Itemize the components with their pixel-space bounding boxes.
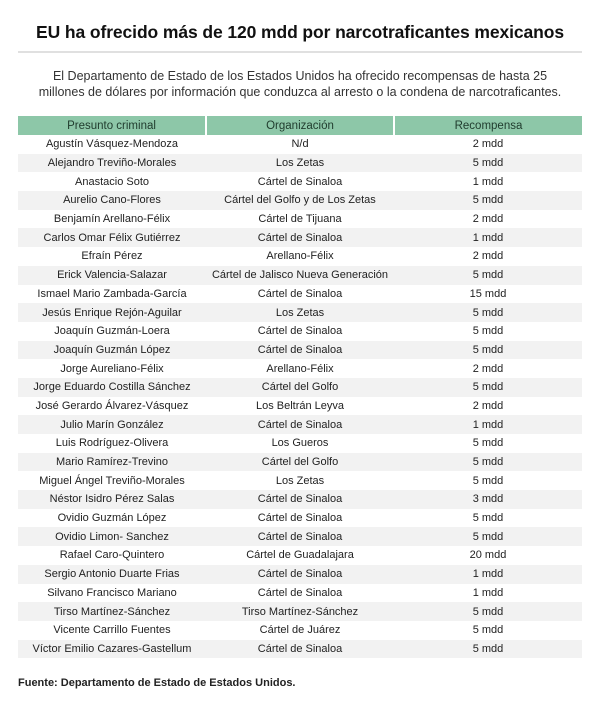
table-row — [18, 415, 582, 434]
cell-recompensa: 2 mdd — [394, 397, 582, 416]
table-row — [18, 285, 582, 304]
cell-recompensa: 1 mdd — [394, 415, 582, 434]
table-row — [18, 247, 582, 266]
cell-presunto-criminal: Jorge Eduardo Costilla Sánchez — [18, 378, 206, 397]
cell-organizacion: Los Beltrán Leyva — [206, 397, 394, 416]
table-row — [18, 640, 582, 659]
rewards-table — [18, 116, 582, 658]
cell-organizacion: Arellano-Félix — [206, 247, 394, 266]
page-subtitle: El Departamento de Estado de los Estados Unidos ha ofrecido recompensas de hasta 25 millones de dólares por información que conduzca al arresto o la condena de narcotraficantes. — [38, 69, 562, 99]
cell-recompensa: 3 mdd — [394, 490, 582, 509]
table-row — [18, 490, 582, 509]
cell-recompensa: 5 mdd — [394, 378, 582, 397]
table-row — [18, 359, 582, 378]
cell-organizacion: Cártel de Jalisco Nueva Generación — [206, 266, 394, 285]
cell-recompensa: 15 mdd — [394, 285, 582, 304]
table-row — [18, 584, 582, 603]
cell-recompensa: 5 mdd — [394, 266, 582, 285]
cell-organizacion: Los Gueros — [206, 434, 394, 453]
cell-presunto-criminal: Víctor Emilio Cazares-Gastellum — [18, 640, 206, 659]
cell-recompensa: 5 mdd — [394, 509, 582, 528]
cell-organizacion: Cártel de Sinaloa — [206, 490, 394, 509]
cell-presunto-criminal: Néstor Isidro Pérez Salas — [18, 490, 206, 509]
cell-presunto-criminal: Anastacio Soto — [18, 172, 206, 191]
cell-organizacion: Cártel del Golfo y de Los Zetas — [206, 191, 394, 210]
cell-presunto-criminal: Julio Marín González — [18, 415, 206, 434]
cell-presunto-criminal: Vicente Carrillo Fuentes — [18, 621, 206, 640]
cell-organizacion: Cártel del Golfo — [206, 378, 394, 397]
table-row — [18, 397, 582, 416]
table-body — [18, 135, 582, 658]
table-row — [18, 191, 582, 210]
cell-presunto-criminal: Tirso Martínez-Sánchez — [18, 602, 206, 621]
cell-presunto-criminal: Sergio Antonio Duarte Frias — [18, 565, 206, 584]
cell-presunto-criminal: Agustín Vásquez-Mendoza — [18, 135, 206, 154]
cell-presunto-criminal: Joaquín Guzmán-Loera — [18, 322, 206, 341]
cell-organizacion: Cártel de Sinaloa — [206, 584, 394, 603]
table-header-row — [18, 116, 582, 135]
table-row — [18, 602, 582, 621]
table-row — [18, 453, 582, 472]
cell-organizacion: Cártel de Sinaloa — [206, 341, 394, 360]
table-row — [18, 565, 582, 584]
table-row — [18, 228, 582, 247]
cell-organizacion: Los Zetas — [206, 303, 394, 322]
table-row — [18, 527, 582, 546]
cell-presunto-criminal: Ovidio Limon- Sanchez — [18, 527, 206, 546]
table-row — [18, 303, 582, 322]
cell-organizacion: Cártel de Sinaloa — [206, 172, 394, 191]
cell-organizacion: Cártel de Sinaloa — [206, 640, 394, 659]
cell-presunto-criminal: José Gerardo Álvarez-Vásquez — [18, 397, 206, 416]
cell-organizacion: Tirso Martínez-Sánchez — [206, 602, 394, 621]
table-row — [18, 546, 582, 565]
cell-presunto-criminal: Carlos Omar Félix Gutiérrez — [18, 228, 206, 247]
cell-recompensa: 2 mdd — [394, 210, 582, 229]
cell-organizacion: Cártel de Sinaloa — [206, 509, 394, 528]
cell-presunto-criminal: Jesús Enrique Rejón-Aguilar — [18, 303, 206, 322]
source-note: Fuente: Departamento de Estado de Estados Unidos. — [18, 677, 296, 689]
cell-recompensa: 2 mdd — [394, 247, 582, 266]
table-row — [18, 621, 582, 640]
cell-organizacion: Los Zetas — [206, 471, 394, 490]
cell-organizacion: Cártel de Sinaloa — [206, 415, 394, 434]
table-row — [18, 378, 582, 397]
cell-organizacion: Cártel de Juárez — [206, 621, 394, 640]
cell-recompensa: 1 mdd — [394, 584, 582, 603]
cell-organizacion: N/d — [206, 135, 394, 154]
table-row — [18, 341, 582, 360]
cell-recompensa: 5 mdd — [394, 341, 582, 360]
header-presunto-criminal: Presunto criminal — [18, 116, 206, 135]
cell-recompensa: 20 mdd — [394, 546, 582, 565]
cell-presunto-criminal: Erick Valencia-Salazar — [18, 266, 206, 285]
cell-presunto-criminal: Ismael Mario Zambada-García — [18, 285, 206, 304]
cell-recompensa: 5 mdd — [394, 453, 582, 472]
table-row — [18, 509, 582, 528]
table-row — [18, 135, 582, 154]
cell-organizacion: Arellano-Félix — [206, 359, 394, 378]
cell-presunto-criminal: Benjamín Arellano-Félix — [18, 210, 206, 229]
cell-organizacion: Cártel de Sinaloa — [206, 285, 394, 304]
cell-presunto-criminal: Silvano Francisco Mariano — [18, 584, 206, 603]
cell-recompensa: 5 mdd — [394, 303, 582, 322]
table-row — [18, 471, 582, 490]
cell-recompensa: 1 mdd — [394, 228, 582, 247]
cell-recompensa: 5 mdd — [394, 434, 582, 453]
table-row — [18, 154, 582, 173]
table-row — [18, 210, 582, 229]
cell-presunto-criminal: Rafael Caro-Quintero — [18, 546, 206, 565]
table-row — [18, 172, 582, 191]
cell-presunto-criminal: Ovidio Guzmán López — [18, 509, 206, 528]
cell-presunto-criminal: Luis Rodríguez-Olivera — [18, 434, 206, 453]
cell-recompensa: 5 mdd — [394, 602, 582, 621]
cell-organizacion: Cártel de Guadalajara — [206, 546, 394, 565]
cell-organizacion: Cártel de Sinaloa — [206, 228, 394, 247]
cell-recompensa: 2 mdd — [394, 135, 582, 154]
cell-organizacion: Cártel de Sinaloa — [206, 565, 394, 584]
header-recompensa: Recompensa — [394, 116, 582, 135]
cell-organizacion: Los Zetas — [206, 154, 394, 173]
cell-recompensa: 2 mdd — [394, 359, 582, 378]
cell-organizacion: Cártel de Tijuana — [206, 210, 394, 229]
page-title: EU ha ofrecido más de 120 mdd por narcotraficantes mexicanos — [36, 22, 564, 42]
cell-recompensa: 5 mdd — [394, 191, 582, 210]
title-divider — [18, 51, 582, 53]
cell-presunto-criminal: Efraín Pérez — [18, 247, 206, 266]
cell-recompensa: 1 mdd — [394, 565, 582, 584]
cell-recompensa: 5 mdd — [394, 154, 582, 173]
cell-presunto-criminal: Joaquín Guzmán López — [18, 341, 206, 360]
cell-presunto-criminal: Jorge Aureliano-Félix — [18, 359, 206, 378]
cell-presunto-criminal: Aurelio Cano-Flores — [18, 191, 206, 210]
cell-presunto-criminal: Miguel Ángel Treviño-Morales — [18, 471, 206, 490]
cell-recompensa: 5 mdd — [394, 527, 582, 546]
cell-recompensa: 5 mdd — [394, 471, 582, 490]
header-organizacion: Organización — [206, 116, 394, 135]
cell-presunto-criminal: Alejandro Treviño-Morales — [18, 154, 206, 173]
cell-recompensa: 5 mdd — [394, 322, 582, 341]
table-row — [18, 266, 582, 285]
table-row — [18, 322, 582, 341]
cell-recompensa: 5 mdd — [394, 640, 582, 659]
cell-organizacion: Cártel del Golfo — [206, 453, 394, 472]
table-row — [18, 434, 582, 453]
cell-organizacion: Cártel de Sinaloa — [206, 527, 394, 546]
cell-organizacion: Cártel de Sinaloa — [206, 322, 394, 341]
cell-recompensa: 1 mdd — [394, 172, 582, 191]
cell-recompensa: 5 mdd — [394, 621, 582, 640]
cell-presunto-criminal: Mario Ramírez-Trevino — [18, 453, 206, 472]
